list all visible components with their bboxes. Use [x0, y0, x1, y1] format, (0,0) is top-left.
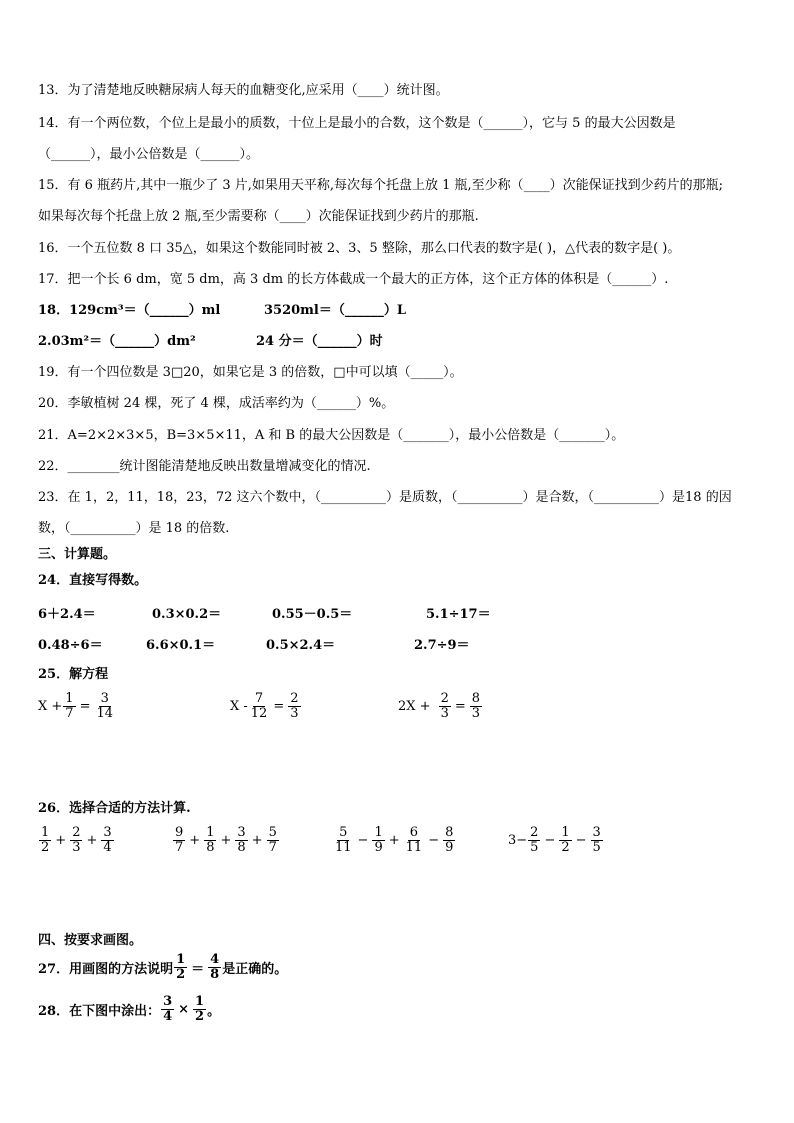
calc-item: 0.48÷6＝ — [38, 638, 103, 653]
question-26: 26．选择合适的方法计算. — [38, 801, 191, 816]
multiply-sign: × — [178, 1002, 190, 1017]
calc-item: 2.7÷9＝ — [414, 638, 470, 653]
question-18d: 24 分＝（______）时 — [256, 334, 383, 349]
expression-2 — [172, 826, 280, 855]
equation-3 — [398, 692, 483, 721]
calc-item: 0.55－0.5＝ — [272, 607, 353, 622]
question-20: 20．李敏植树 24 棵，死了 4 棵，成活率约为（______）%。 — [38, 396, 395, 411]
section-4-heading: 四、按要求画图。 — [38, 933, 143, 948]
question-14-line1: 14．有一个两位数，个位上是最小的质数，十位上是最小的合数，这个数是（______），它与 5 的最大公因数是 — [38, 116, 676, 131]
operator: − — [544, 833, 556, 848]
operator: + — [55, 833, 67, 848]
question-15-line2: 如果每次每个托盘上放 2 瓶,至少需要称（____）次能保证找到少药片的那瓶. — [38, 209, 479, 224]
question-23-line1: 23．在 1，2，11，18，23，72 这六个数中，（__________）是质数，（__________）是合数，（__________）是18 的因 — [38, 490, 732, 505]
question-19: 19．有一个四位数是 3□20，如果它是 3 的倍数，□中可以填（_____）。 — [38, 365, 463, 380]
expression-3 — [332, 826, 456, 855]
expression-lead: 3− — [508, 833, 528, 848]
question-24: 24．直接写得数。 — [38, 573, 148, 588]
question-27-text: 27．用画图的方法说明 — [38, 962, 174, 977]
operator: + — [189, 833, 201, 848]
fraction: $\frac{1}{9}$ — [374, 825, 383, 855]
fraction: $\frac{5}{11}$ — [335, 825, 352, 855]
calc-item: 0.5×2.4＝ — [266, 638, 336, 653]
fraction: $\frac{9}{7}$ — [175, 825, 184, 855]
operator: + — [388, 833, 400, 848]
fraction: $\frac{1}{2}$ — [195, 994, 205, 1024]
calc-item: 6.6×0.1＝ — [146, 638, 216, 653]
operator: + — [220, 833, 232, 848]
fraction: $\frac{3}{4}$ — [103, 825, 112, 855]
question-27-text-end: 是正确的。 — [222, 962, 288, 977]
equation-lead: 2X + — [398, 699, 431, 714]
question-16: 16．一个五位数 8 口 35△，如果这个数能同时被 2、3、5 整除，那么口代表的数字是( )，△代表的数字是( )。 — [38, 241, 681, 256]
operator: − — [575, 833, 587, 848]
section-3-heading: 三、计算题。 — [38, 547, 117, 562]
fraction: $\frac{8}{9}$ — [445, 825, 454, 855]
fraction: $\frac{1}{2}$ — [561, 825, 570, 855]
question-13: 13．为了清楚地反映糖尿病人每天的血糖变化,应采用（____）统计图。 — [38, 83, 449, 98]
equals-sign: ＝ — [191, 962, 205, 977]
fraction: $\frac{1}{2}$ — [41, 825, 50, 855]
question-28-text-end: 。 — [207, 1004, 221, 1019]
operator: − — [428, 833, 440, 848]
calc-item: 5.1÷17＝ — [426, 607, 491, 622]
fraction: $\frac{3}{5}$ — [592, 825, 601, 855]
fraction: $\frac{1}{2}$ — [176, 952, 186, 982]
fraction: $\frac{2}{3}$ — [290, 691, 299, 721]
fraction: $\frac{4}{8}$ — [210, 952, 220, 982]
question-28 — [38, 995, 220, 1024]
fraction: $\frac{2}{3}$ — [72, 825, 81, 855]
fraction: $\frac{3}{14}$ — [96, 691, 114, 721]
equals-sign: = — [273, 699, 285, 714]
equation-lead: X + — [38, 699, 63, 714]
equals-sign: = — [79, 699, 91, 714]
expression-4 — [508, 826, 604, 855]
question-15-line1: 15．有 6 瓶药片,其中一瓶少了 3 片,如果用天平称,每次每个托盘上放 1 瓶,至少称（____）次能保证找到少药片的那瓶; — [38, 178, 724, 193]
fraction: $\frac{5}{7}$ — [268, 825, 277, 855]
equals-sign: = — [454, 699, 466, 714]
operator: − — [357, 833, 369, 848]
calc-item: 6＋2.4＝ — [38, 607, 96, 622]
question-28-text: 28．在下图中涂出： — [38, 1004, 161, 1019]
question-27 — [38, 953, 287, 982]
fraction: $\frac{1}{8}$ — [206, 825, 215, 855]
question-22: 22．________统计图能清楚地反映出数量增减变化的情况. — [38, 459, 371, 474]
equation-1 — [38, 692, 116, 721]
operator: + — [251, 833, 263, 848]
question-21: 21．A=2×2×3×5，B=3×5×11，A 和 B 的最大公因数是（_______），最小公倍数是（_______）。 — [38, 428, 625, 443]
fraction: $\frac{3}{4}$ — [163, 994, 173, 1024]
fraction: $\frac{1}{7}$ — [65, 691, 74, 721]
question-14-line2: （______），最小公倍数是（______）。 — [38, 147, 260, 162]
question-18c: 2.03m²＝（______）dm² — [38, 334, 196, 349]
fraction: $\frac{2}{3}$ — [440, 691, 449, 721]
fraction: $\frac{2}{5}$ — [530, 825, 539, 855]
fraction: $\frac{3}{8}$ — [237, 825, 246, 855]
question-18b: 3520ml＝（______）L — [264, 303, 407, 318]
question-17: 17．把一个长 6 dm，宽 5 dm，高 3 dm 的长方体截成一个最大的正方体，这个正方体的体积是（______）. — [38, 272, 669, 287]
operator: + — [86, 833, 98, 848]
question-23-line2: 数，（__________）是 18 的倍数. — [38, 521, 230, 536]
calc-item: 0.3×0.2＝ — [152, 607, 222, 622]
fraction: $\frac{6}{11}$ — [405, 825, 423, 855]
fraction: $\frac{8}{3}$ — [471, 691, 481, 721]
equation-2 — [230, 692, 302, 721]
expression-1 — [38, 826, 115, 855]
fraction: $\frac{7}{12}$ — [250, 691, 268, 721]
equation-lead: X - — [230, 699, 248, 714]
question-25: 25．解方程 — [38, 667, 109, 682]
question-18a: 18．129cm³＝（______）ml — [38, 303, 221, 318]
